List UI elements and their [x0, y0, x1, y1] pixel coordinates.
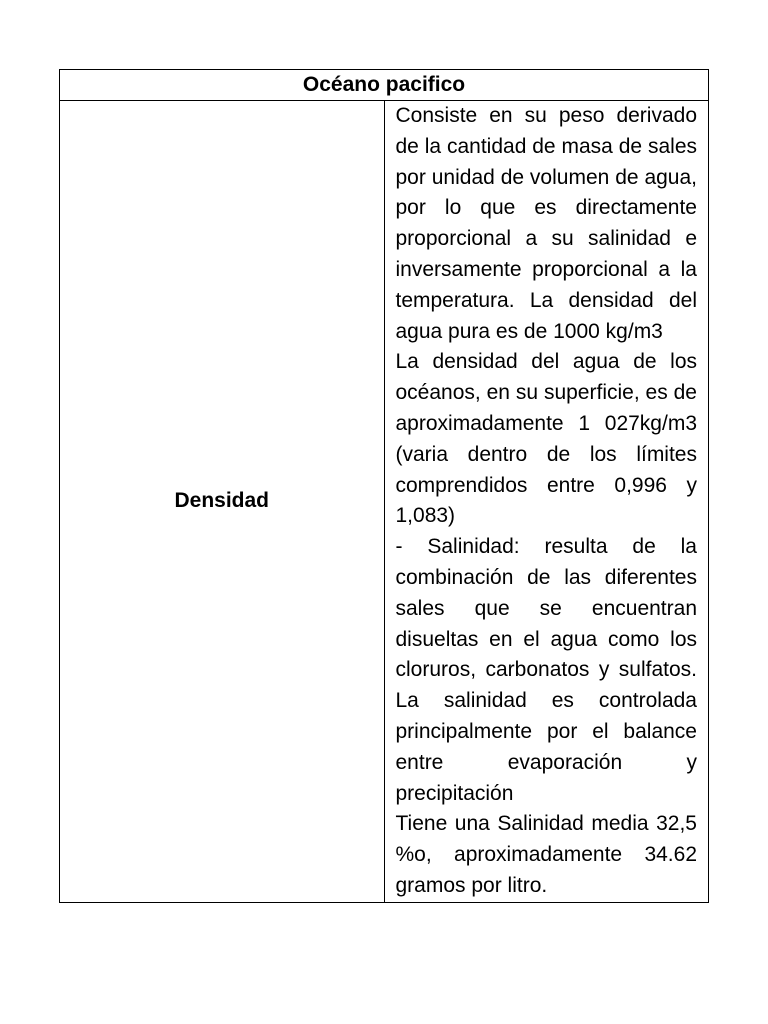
row-content [384, 101, 709, 903]
table-title: Océano pacifico [60, 70, 709, 101]
row-label: Densidad [60, 101, 385, 903]
info-table [59, 69, 709, 903]
paragraph-density-definition: Consiste en su peso derivado de la cantidad de masa de sales por unidad de volumen de agua, por lo que es directamente proporcional a su salinidad e inversamente proporcional a la temperatura. La densidad del agua pura es de 1000 kg/m3 [395, 104, 697, 343]
paragraph-salinity: - Salinidad: resulta de la combinación de las diferentes sales que se encuentran disueltas en el agua como los cloruros, carbonatos y sulfatos. La salinidad es controlada principalmente por el balance entre evaporación y precipitación [395, 535, 697, 805]
table-row [60, 101, 709, 903]
paragraph-ocean-density: La densidad del agua de los océanos, en su superficie, es de aproximadamente 1 027kg/m3 (varia dentro de los límites comprendidos entre 0,996 y 1,083) [395, 350, 697, 528]
table-header-row [60, 70, 709, 101]
paragraph-mean-salinity: Tiene una Salinidad media 32,5 %o, aproximadamente 34.62 gramos por litro. [395, 812, 697, 897]
